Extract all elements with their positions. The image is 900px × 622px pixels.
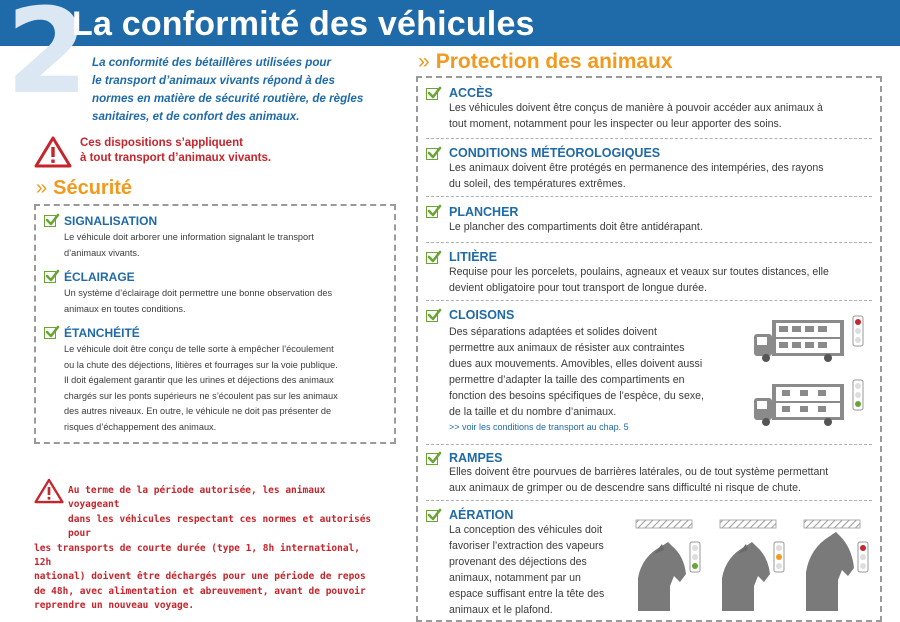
section-title-securite xyxy=(36,176,132,200)
text-line: de la taille et du nombre d’animaux. xyxy=(449,406,617,418)
item-title-eclairage: ÉCLAIRAGE xyxy=(64,270,135,284)
item-title-acces: ACCÈS xyxy=(449,86,493,100)
checkbox-icon xyxy=(426,252,438,264)
item-title-rampes: RAMPES xyxy=(449,451,503,465)
item-text-acces xyxy=(449,100,879,132)
checkbox-icon xyxy=(44,215,56,227)
text-line: tout moment, notamment pour les inspecter ou leur apporter des soins. xyxy=(449,118,782,130)
text-line: aux animaux de grimper ou de descendre sans difficulté ni risque de chute. xyxy=(449,482,801,494)
horse-ventilation-illustration xyxy=(628,516,878,616)
warning-icon xyxy=(34,136,72,168)
text-line: animaux et le plafond. xyxy=(449,604,553,616)
warning-line: de 48h, avec alimentation et abreuvement, avant de pouvoir xyxy=(34,585,366,597)
text-line: permettre d’adapter la taille des compartiments en xyxy=(449,374,685,386)
intro-line: sanitaires, et de confort des animaux. xyxy=(92,110,300,123)
text-line: chargés sur les ponts supérieurs ne s’écoulent pas sur les animaux xyxy=(64,390,338,401)
checkbox-icon xyxy=(426,310,438,322)
item-title-conditions: CONDITIONS MÉTÉOROLOGIQUES xyxy=(449,146,661,160)
item-title-etancheite: ÉTANCHÉITÉ xyxy=(64,326,140,340)
section-title-text: Protection des animaux xyxy=(435,50,673,73)
chevron-icon: » xyxy=(418,50,430,73)
warning-line: reprendre un nouveau voyage. xyxy=(34,600,195,612)
item-title-cloisons: CLOISONS xyxy=(449,308,515,322)
warning-line: Ces dispositions s’appliquent xyxy=(80,137,243,149)
checkbox-icon xyxy=(426,453,438,465)
intro-text xyxy=(92,54,384,126)
text-line: des autres niveaux. En outre, le véhicule ne doit pas présenter de xyxy=(64,406,332,416)
item-title-aeration: AÉRATION xyxy=(449,508,514,522)
text-line: espace suffisant entre la tête des xyxy=(449,588,605,600)
text-line: Le véhicule doit arborer une information signalant le transport xyxy=(64,232,314,242)
section-number: 2 xyxy=(6,0,89,120)
warning-text-bottom xyxy=(34,484,374,614)
checkbox-icon xyxy=(426,206,438,218)
intro-line: La conformité des bétaillères utilisées pour xyxy=(92,56,332,69)
truck-illustration xyxy=(752,314,872,434)
separator xyxy=(426,300,872,301)
item-text-litiere xyxy=(449,264,879,296)
item-text-conditions xyxy=(449,160,879,192)
intro-line: le transport d’animaux vivants répond à des xyxy=(92,74,335,87)
separator xyxy=(426,444,872,445)
item-text-rampes xyxy=(449,464,879,496)
separator xyxy=(426,500,872,501)
text-line: provenant des déjections des xyxy=(449,556,587,568)
text-line: permettre aux animaux de résister aux contraintes xyxy=(449,342,685,354)
text-line: ou la chute des déjections, litières et fourrages sur la voie publique. xyxy=(64,359,338,370)
text-line: animaux, notamment par un xyxy=(449,572,581,584)
section-title-protection xyxy=(418,50,673,74)
warning-line: national) doivent être déchargés pour une période de repos xyxy=(34,571,366,583)
item-title-signalisation: SIGNALISATION xyxy=(64,214,158,228)
item-text-signalisation xyxy=(64,230,394,261)
text-line: fonction des besoins spécifiques de l’espèce, du sexe, xyxy=(449,390,705,402)
item-text-aeration xyxy=(449,522,639,618)
text-line: devient obligatoire pour tout transport de longue durée. xyxy=(449,282,707,294)
separator xyxy=(426,138,872,139)
item-text-eclairage xyxy=(64,286,394,317)
text-line: dues aux mouvements. Amovibles, elles doivent aussi xyxy=(449,358,703,370)
page-title: La conformité des véhicules xyxy=(72,5,535,43)
item-text-plancher xyxy=(449,219,879,235)
protection-box xyxy=(416,76,882,622)
separator xyxy=(426,242,872,243)
text-line: La conception des véhicules doit xyxy=(449,524,603,536)
text-line: Il doit également garantir que les urines et déjections des animaux xyxy=(64,375,334,385)
checkbox-icon xyxy=(426,88,438,100)
text-line: Des séparations adaptées et solides doivent xyxy=(449,326,657,338)
warning-line: les transports de courte durée (type 1, 8h international, 12h xyxy=(34,542,361,569)
checkbox-icon xyxy=(44,271,56,283)
warning-line: Au terme de la période autorisée, les animaux voyageant xyxy=(68,485,326,511)
separator xyxy=(426,196,872,197)
item-title-litiere: LITIÈRE xyxy=(449,250,497,264)
text-line: Les animaux doivent être protégés en permanence des intempéries, des rayons xyxy=(449,162,824,174)
item-text-etancheite xyxy=(64,342,394,435)
text-line: Le plancher des compartiments doit être antidérapant. xyxy=(449,221,703,233)
chapter-link[interactable]: >> voir les conditions de transport au chap. 5 xyxy=(449,422,629,432)
warning-line: dans les véhicules respectant ces normes et autorisés pour xyxy=(68,513,372,540)
checkbox-icon xyxy=(426,148,438,160)
text-line: animaux en toutes conditions. xyxy=(64,303,186,314)
securite-box xyxy=(34,204,396,444)
intro-line: normes en matière de sécurité routière, de règles xyxy=(92,92,364,105)
item-text-cloisons xyxy=(449,324,749,420)
text-line: Le véhicule doit être conçu de telle sorte à empêcher l’écoulement xyxy=(64,344,334,354)
checkbox-icon xyxy=(426,510,438,522)
warning-text-top xyxy=(80,136,310,166)
text-line: risques d’échappement des animaux. xyxy=(64,421,217,432)
section-title-text: Sécurité xyxy=(53,177,133,199)
text-line: Un système d’éclairage doit permettre une bonne observation des xyxy=(64,288,333,298)
chevron-icon: » xyxy=(36,177,48,199)
text-line: d’animaux vivants. xyxy=(64,247,140,258)
checkbox-icon xyxy=(44,327,56,339)
item-title-plancher: PLANCHER xyxy=(449,205,519,219)
text-line: du soleil, des températures extrêmes. xyxy=(449,178,626,190)
warning-line: à tout transport d’animaux vivants. xyxy=(80,152,272,164)
text-line: Requise pour les porcelets, poulains, agneaux et veaux sur toutes distances, elle xyxy=(449,266,829,278)
text-line: Elles doivent être pourvues de barrières latérales, ou de tout système permettant xyxy=(449,466,829,478)
text-line: favoriser l’extraction des vapeurs xyxy=(449,540,604,552)
text-line: Les véhicules doivent être conçus de manière à pouvoir accéder aux animaux à xyxy=(449,102,823,114)
